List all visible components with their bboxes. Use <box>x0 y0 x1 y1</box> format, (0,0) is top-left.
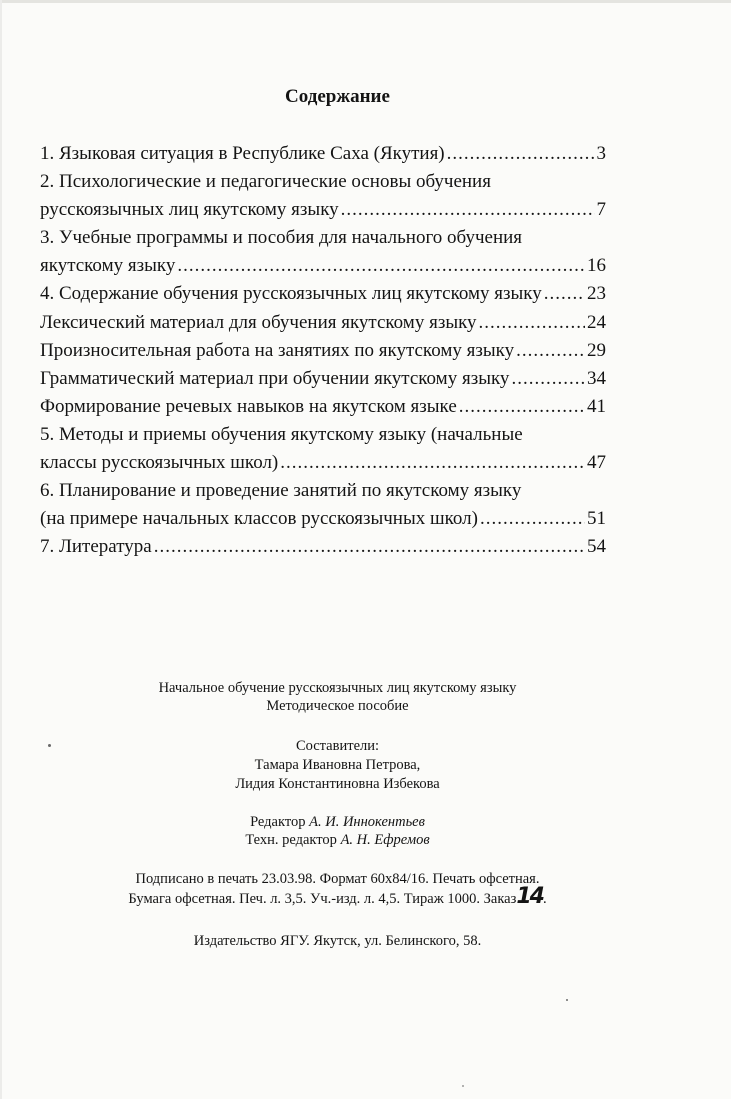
toc-page-number: 7 <box>596 199 606 221</box>
toc-entry <box>40 196 606 224</box>
print-details-text: Бумага офсетная. Печ. л. 3,5. Уч.-изд. л. 4,5. Тираж 1000. Заказ <box>128 891 517 907</box>
toc-leader-dots <box>459 393 585 421</box>
compiler-name: Тамара Ивановна Петрова, <box>254 757 421 773</box>
toc-entry-text: Произносительная работа на занятиях по якутскому языку <box>40 339 515 361</box>
toc-leader-dots <box>480 505 585 533</box>
toc-leader-dots <box>154 533 585 561</box>
toc-page-number: 29 <box>587 339 606 361</box>
tech-editor-label: Техн. редактор <box>245 832 337 848</box>
toc-entry <box>40 393 606 421</box>
toc-entry <box>40 280 606 308</box>
tech-editor-line <box>0 831 675 850</box>
toc-entry <box>40 533 606 561</box>
toc-leader-dots <box>280 449 585 477</box>
toc-entry <box>40 252 606 280</box>
toc-entry-text: Грамматический материал при обучении якутскому языку <box>40 367 510 389</box>
editor-line <box>0 813 675 832</box>
toc-entry-text: 3. Учебные программы и пособия для начального обучения <box>40 227 523 249</box>
toc-page-number: 23 <box>587 283 606 305</box>
scan-speck <box>48 744 51 747</box>
scan-speck <box>462 1085 464 1087</box>
compilers-label: Составители: <box>295 738 380 754</box>
editor-label: Редактор <box>250 814 306 830</box>
toc-leader-dots <box>177 252 585 280</box>
toc-leader-dots <box>511 365 585 393</box>
toc-page-number: 41 <box>587 395 606 417</box>
scan-speck <box>566 999 568 1001</box>
toc-entry-text: якутскому языку <box>40 255 176 277</box>
book-subtitle: Методическое пособие <box>266 698 409 714</box>
toc-page-number: 34 <box>587 367 606 389</box>
toc-entry-text: Формирование речевых навыков на якутском языке <box>40 395 457 417</box>
toc-entry-text: Лексический материал для обучения якутскому языку <box>40 311 477 333</box>
toc-entry <box>40 449 606 477</box>
toc-page-number: 51 <box>587 508 606 530</box>
print-details: Подписано в печать 23.03.98. Формат 60х84/16. Печать офсетная. <box>135 871 540 887</box>
order-number-handwritten: 14 <box>516 884 543 909</box>
toc-entry <box>40 477 606 505</box>
toc-entry-text: 4. Содержание обучения русскоязычных лиц якутскому языку <box>40 283 542 305</box>
toc-entry <box>40 309 606 337</box>
toc-entry-text: 7. Литература <box>40 536 152 558</box>
toc-title: Содержание <box>285 86 390 107</box>
toc-entry-text: русскоязычных лиц якутскому языку <box>40 199 339 221</box>
toc-page-number: 24 <box>587 311 606 333</box>
toc-page-number: 47 <box>587 452 606 474</box>
compiler-name: Лидия Константиновна Избекова <box>235 776 440 792</box>
table-of-contents <box>40 140 606 561</box>
toc-entry <box>40 505 606 533</box>
toc-entry <box>40 224 606 252</box>
toc-entry-text: 5. Методы и приемы обучения якутскому языку (начальные <box>40 423 523 445</box>
toc-page-number: 3 <box>596 143 606 164</box>
print-details <box>0 884 675 909</box>
toc-page-number: 16 <box>587 255 606 277</box>
toc-entry-text: (на примере начальных классов русскоязычных школ) <box>40 508 478 530</box>
toc-entry <box>40 421 606 449</box>
print-details-end: . <box>542 891 547 907</box>
book-title: Начальное обучение русскоязычных лиц якутскому языку <box>158 680 517 696</box>
toc-entry <box>40 337 606 365</box>
toc-entry-text: 6. Планирование и проведение занятий по якутскому языку <box>40 480 522 502</box>
toc-entry <box>40 365 606 393</box>
toc-leader-dots <box>479 309 585 337</box>
editor-name: А. И. Иннокентьев <box>309 814 425 830</box>
toc-entry-text: 2. Психологические и педагогические основы обучения <box>40 171 491 193</box>
scan-edge <box>0 0 731 3</box>
toc-entry-text: классы русскоязычных школ) <box>40 452 279 474</box>
toc-leader-dots <box>544 280 585 308</box>
toc-entry-text: 1. Языковая ситуация в Республике Саха (Якутия) <box>40 143 445 164</box>
tech-editor-name: А. Н. Ефремов <box>340 832 430 848</box>
toc-entry <box>40 168 606 196</box>
toc-leader-dots <box>341 196 595 224</box>
toc-entry <box>40 140 606 168</box>
toc-page-number: 54 <box>587 536 606 558</box>
publisher: Издательство ЯГУ. Якутск, ул. Белинского, 58. <box>193 933 482 949</box>
toc-leader-dots <box>447 140 595 168</box>
toc-leader-dots <box>516 337 585 365</box>
